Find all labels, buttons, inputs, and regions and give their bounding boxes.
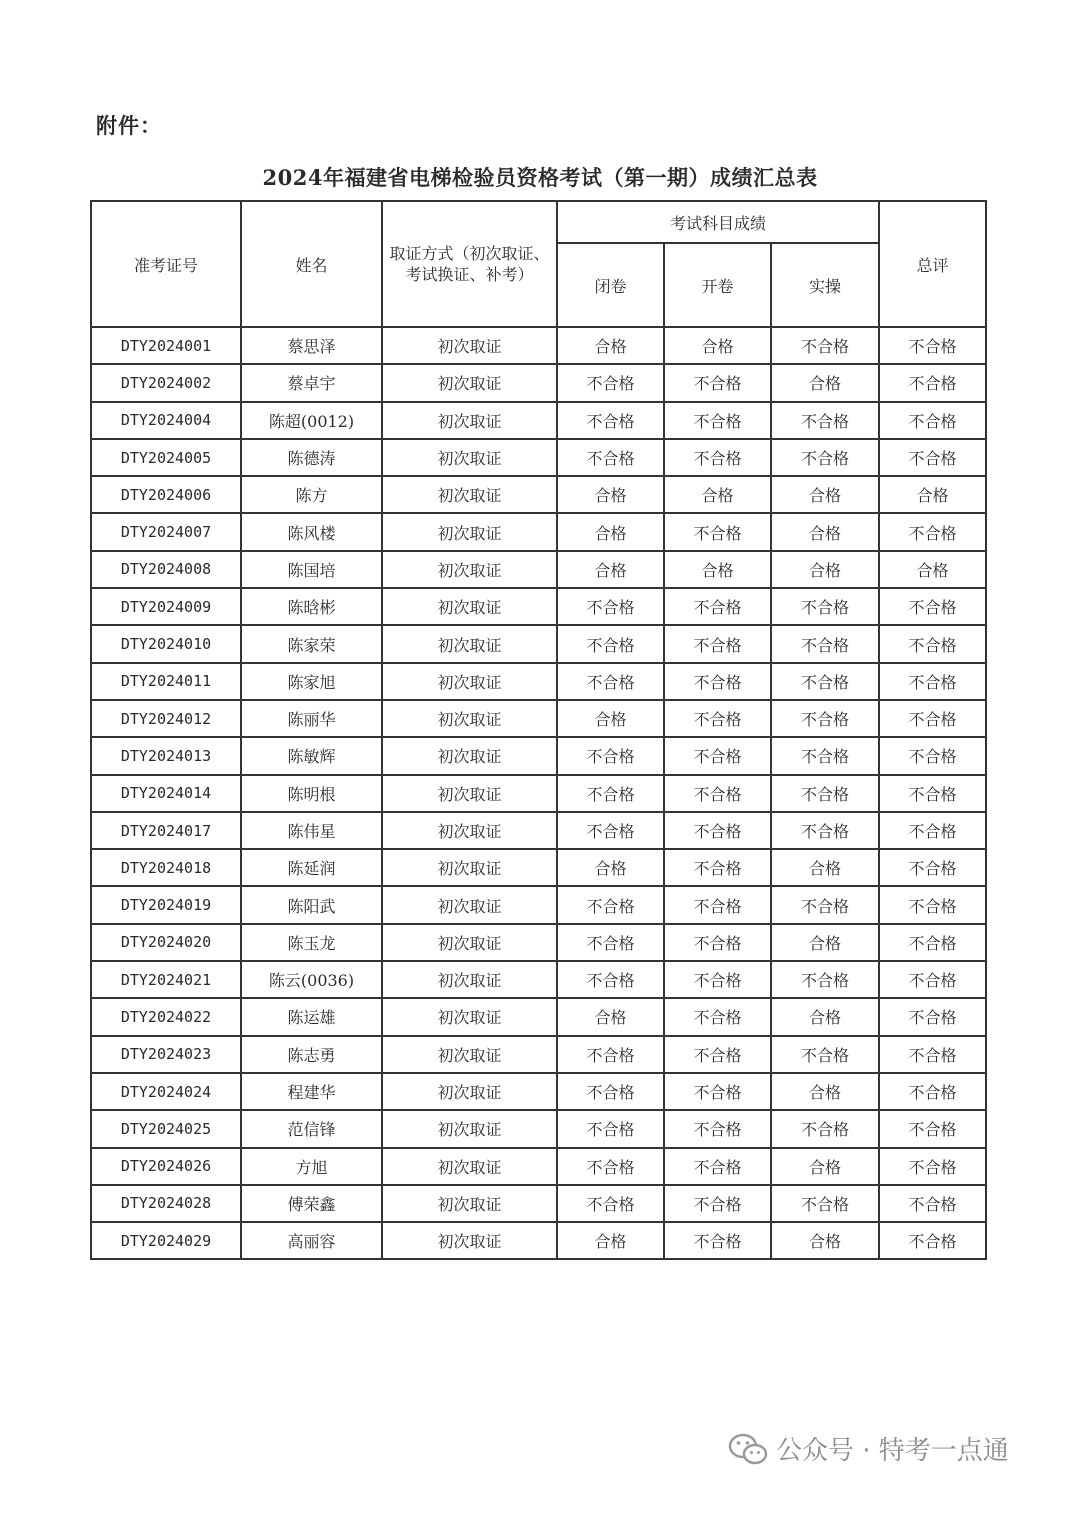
exam-id-cell: DTY2024014 xyxy=(91,775,241,812)
practical-score: 合格 xyxy=(771,364,879,401)
overall-result: 不合格 xyxy=(879,849,986,886)
overall-result: 不合格 xyxy=(879,1073,986,1110)
exam-id-cell: DTY2024004 xyxy=(91,402,241,439)
practical-score: 不合格 xyxy=(771,327,879,364)
name-cell: 陈风楼 xyxy=(241,513,382,550)
exam-id-cell: DTY2024025 xyxy=(91,1110,241,1147)
overall-result: 不合格 xyxy=(879,1148,986,1185)
exam-id-cell: DTY2024013 xyxy=(91,737,241,774)
exam-id-cell: DTY2024005 xyxy=(91,439,241,476)
closed-book-score: 合格 xyxy=(557,513,664,550)
method-cell: 初次取证 xyxy=(382,588,557,625)
exam-id-cell: DTY2024022 xyxy=(91,998,241,1035)
name-cell: 蔡思泽 xyxy=(241,327,382,364)
table-row xyxy=(91,513,986,550)
practical-score: 合格 xyxy=(771,998,879,1035)
table-row xyxy=(91,1148,986,1185)
exam-id-cell: DTY2024028 xyxy=(91,1185,241,1222)
method-cell: 初次取证 xyxy=(382,1222,557,1259)
practical-score: 不合格 xyxy=(771,737,879,774)
wechat-icon xyxy=(728,1432,768,1466)
closed-book-score: 不合格 xyxy=(557,924,664,961)
table-row xyxy=(91,1185,986,1222)
exam-id-cell: DTY2024029 xyxy=(91,1222,241,1259)
exam-id-cell: DTY2024010 xyxy=(91,625,241,662)
overall-result: 不合格 xyxy=(879,737,986,774)
open-book-score: 不合格 xyxy=(664,737,771,774)
open-book-score: 不合格 xyxy=(664,625,771,662)
method-cell: 初次取证 xyxy=(382,663,557,700)
closed-book-score: 合格 xyxy=(557,998,664,1035)
method-cell: 初次取证 xyxy=(382,476,557,513)
open-book-score: 不合格 xyxy=(664,1148,771,1185)
closed-book-score: 不合格 xyxy=(557,364,664,401)
name-cell: 高丽容 xyxy=(241,1222,382,1259)
overall-result: 不合格 xyxy=(879,663,986,700)
table-row xyxy=(91,961,986,998)
method-cell: 初次取证 xyxy=(382,737,557,774)
watermark xyxy=(728,1430,1009,1467)
method-cell: 初次取证 xyxy=(382,1036,557,1073)
method-cell: 初次取证 xyxy=(382,364,557,401)
exam-id-cell: DTY2024001 xyxy=(91,327,241,364)
method-cell: 初次取证 xyxy=(382,812,557,849)
name-cell: 傅荣鑫 xyxy=(241,1185,382,1222)
closed-book-score: 不合格 xyxy=(557,812,664,849)
name-cell: 蔡卓宇 xyxy=(241,364,382,401)
name-cell: 陈家旭 xyxy=(241,663,382,700)
name-cell: 陈超(0012) xyxy=(241,402,382,439)
practical-score: 不合格 xyxy=(771,625,879,662)
practical-score: 不合格 xyxy=(771,700,879,737)
practical-score: 不合格 xyxy=(771,812,879,849)
practical-score: 不合格 xyxy=(771,886,879,923)
open-book-score: 合格 xyxy=(664,476,771,513)
method-cell: 初次取证 xyxy=(382,700,557,737)
open-book-score: 不合格 xyxy=(664,886,771,923)
overall-result: 不合格 xyxy=(879,886,986,923)
closed-book-score: 不合格 xyxy=(557,1148,664,1185)
name-cell: 方旭 xyxy=(241,1148,382,1185)
practical-score: 合格 xyxy=(771,1222,879,1259)
name-cell: 陈运雄 xyxy=(241,998,382,1035)
table-row xyxy=(91,364,986,401)
practical-score: 合格 xyxy=(771,1148,879,1185)
overall-result: 不合格 xyxy=(879,961,986,998)
method-cell: 初次取证 xyxy=(382,1148,557,1185)
practical-score: 合格 xyxy=(771,1073,879,1110)
method-cell: 初次取证 xyxy=(382,849,557,886)
practical-score: 不合格 xyxy=(771,1185,879,1222)
practical-score: 不合格 xyxy=(771,588,879,625)
method-cell: 初次取证 xyxy=(382,775,557,812)
practical-score: 不合格 xyxy=(771,1036,879,1073)
table-row xyxy=(91,812,986,849)
overall-result: 不合格 xyxy=(879,402,986,439)
attachment-label: 附件： xyxy=(96,113,162,138)
exam-id-cell: DTY2024021 xyxy=(91,961,241,998)
overall-result: 不合格 xyxy=(879,1222,986,1259)
open-book-score: 合格 xyxy=(664,327,771,364)
method-cell: 初次取证 xyxy=(382,551,557,588)
open-book-score: 合格 xyxy=(664,551,771,588)
practical-score: 合格 xyxy=(771,551,879,588)
table-row xyxy=(91,402,986,439)
open-book-score: 不合格 xyxy=(664,961,771,998)
exam-id-cell: DTY2024012 xyxy=(91,700,241,737)
closed-book-score: 合格 xyxy=(557,700,664,737)
exam-id-cell: DTY2024009 xyxy=(91,588,241,625)
open-book-score: 不合格 xyxy=(664,924,771,961)
overall-result: 合格 xyxy=(879,551,986,588)
open-book-score: 不合格 xyxy=(664,588,771,625)
method-cell: 初次取证 xyxy=(382,998,557,1035)
table-row xyxy=(91,849,986,886)
closed-book-score: 不合格 xyxy=(557,1073,664,1110)
name-cell: 陈晗彬 xyxy=(241,588,382,625)
exam-id-cell: DTY2024006 xyxy=(91,476,241,513)
closed-book-score: 合格 xyxy=(557,476,664,513)
name-cell: 陈丽华 xyxy=(241,700,382,737)
name-cell: 程建华 xyxy=(241,1073,382,1110)
overall-result: 不合格 xyxy=(879,1185,986,1222)
table-row xyxy=(91,1110,986,1147)
table-row xyxy=(91,439,986,476)
open-book-score: 不合格 xyxy=(664,1222,771,1259)
overall-result: 不合格 xyxy=(879,812,986,849)
open-book-score: 不合格 xyxy=(664,402,771,439)
method-cell: 初次取证 xyxy=(382,625,557,662)
practical-score: 不合格 xyxy=(771,663,879,700)
open-book-score: 不合格 xyxy=(664,1036,771,1073)
closed-book-score: 不合格 xyxy=(557,439,664,476)
exam-id-cell: DTY2024018 xyxy=(91,849,241,886)
closed-book-score: 不合格 xyxy=(557,588,664,625)
name-cell: 陈家荣 xyxy=(241,625,382,662)
closed-book-score: 合格 xyxy=(557,849,664,886)
overall-result: 合格 xyxy=(879,476,986,513)
table-row xyxy=(91,625,986,662)
method-cell: 初次取证 xyxy=(382,961,557,998)
exam-id-cell: DTY2024020 xyxy=(91,924,241,961)
overall-result: 不合格 xyxy=(879,439,986,476)
exam-id-cell: DTY2024019 xyxy=(91,886,241,923)
exam-id-cell: DTY2024024 xyxy=(91,1073,241,1110)
open-book-score: 不合格 xyxy=(664,1110,771,1147)
exam-id-cell: DTY2024017 xyxy=(91,812,241,849)
practical-score: 合格 xyxy=(771,476,879,513)
score-table xyxy=(90,200,987,1260)
overall-result: 不合格 xyxy=(879,924,986,961)
table-row xyxy=(91,998,986,1035)
closed-book-score: 合格 xyxy=(557,551,664,588)
practical-score: 不合格 xyxy=(771,1110,879,1147)
open-book-score: 不合格 xyxy=(664,700,771,737)
table-row xyxy=(91,327,986,364)
table-row xyxy=(91,886,986,923)
name-cell: 陈德涛 xyxy=(241,439,382,476)
name-cell: 陈云(0036) xyxy=(241,961,382,998)
name-cell: 陈玉龙 xyxy=(241,924,382,961)
method-cell: 初次取证 xyxy=(382,439,557,476)
open-book-score: 不合格 xyxy=(664,1073,771,1110)
closed-book-score: 不合格 xyxy=(557,625,664,662)
name-cell: 范信锋 xyxy=(241,1110,382,1147)
open-book-score: 不合格 xyxy=(664,849,771,886)
open-book-score: 不合格 xyxy=(664,439,771,476)
overall-result: 不合格 xyxy=(879,998,986,1035)
method-cell: 初次取证 xyxy=(382,1185,557,1222)
practical-score: 合格 xyxy=(771,924,879,961)
header-method: 取证方式（初次取证、考试换证、补考） xyxy=(382,201,557,327)
name-cell: 陈敏辉 xyxy=(241,737,382,774)
name-cell: 陈阳武 xyxy=(241,886,382,923)
name-cell: 陈明根 xyxy=(241,775,382,812)
name-cell: 陈国培 xyxy=(241,551,382,588)
overall-result: 不合格 xyxy=(879,327,986,364)
overall-result: 不合格 xyxy=(879,775,986,812)
practical-score: 合格 xyxy=(771,513,879,550)
overall-result: 不合格 xyxy=(879,625,986,662)
closed-book-score: 合格 xyxy=(557,1222,664,1259)
table-row xyxy=(91,1222,986,1259)
table-row xyxy=(91,588,986,625)
method-cell: 初次取证 xyxy=(382,924,557,961)
overall-result: 不合格 xyxy=(879,364,986,401)
table-row xyxy=(91,1036,986,1073)
name-cell: 陈延润 xyxy=(241,849,382,886)
exam-id-cell: DTY2024011 xyxy=(91,663,241,700)
closed-book-score: 不合格 xyxy=(557,886,664,923)
closed-book-score: 不合格 xyxy=(557,961,664,998)
table-row xyxy=(91,476,986,513)
open-book-score: 不合格 xyxy=(664,663,771,700)
open-book-score: 不合格 xyxy=(664,998,771,1035)
overall-result: 不合格 xyxy=(879,1110,986,1147)
practical-score: 不合格 xyxy=(771,775,879,812)
header-overall: 总评 xyxy=(879,201,986,327)
closed-book-score: 不合格 xyxy=(557,737,664,774)
header-open-book: 开卷 xyxy=(664,243,771,327)
open-book-score: 不合格 xyxy=(664,812,771,849)
closed-book-score: 合格 xyxy=(557,327,664,364)
closed-book-score: 不合格 xyxy=(557,1036,664,1073)
table-row xyxy=(91,551,986,588)
name-cell: 陈伟星 xyxy=(241,812,382,849)
header-closed-book: 闭卷 xyxy=(557,243,664,327)
table-row xyxy=(91,924,986,961)
watermark-text: 公众号 · 特考一点通 xyxy=(776,1436,1009,1466)
closed-book-score: 不合格 xyxy=(557,663,664,700)
name-cell: 陈方 xyxy=(241,476,382,513)
exam-id-cell: DTY2024026 xyxy=(91,1148,241,1185)
closed-book-score: 不合格 xyxy=(557,775,664,812)
page-title: 2024年福建省电梯检验员资格考试（第一期）成绩汇总表 xyxy=(262,165,818,190)
method-cell: 初次取证 xyxy=(382,327,557,364)
practical-score: 不合格 xyxy=(771,402,879,439)
method-cell: 初次取证 xyxy=(382,402,557,439)
closed-book-score: 不合格 xyxy=(557,1185,664,1222)
overall-result: 不合格 xyxy=(879,513,986,550)
practical-score: 不合格 xyxy=(771,961,879,998)
method-cell: 初次取证 xyxy=(382,1073,557,1110)
overall-result: 不合格 xyxy=(879,1036,986,1073)
method-cell: 初次取证 xyxy=(382,513,557,550)
open-book-score: 不合格 xyxy=(664,1185,771,1222)
header-subjects-group: 考试科目成绩 xyxy=(557,201,879,243)
name-cell: 陈志勇 xyxy=(241,1036,382,1073)
open-book-score: 不合格 xyxy=(664,364,771,401)
header-name: 姓名 xyxy=(241,201,382,327)
overall-result: 不合格 xyxy=(879,588,986,625)
overall-result: 不合格 xyxy=(879,700,986,737)
exam-id-cell: DTY2024008 xyxy=(91,551,241,588)
practical-score: 不合格 xyxy=(771,439,879,476)
table-row xyxy=(91,700,986,737)
table-row xyxy=(91,1073,986,1110)
open-book-score: 不合格 xyxy=(664,513,771,550)
header-exam-id: 准考证号 xyxy=(91,201,241,327)
method-cell: 初次取证 xyxy=(382,886,557,923)
method-cell: 初次取证 xyxy=(382,1110,557,1147)
closed-book-score: 不合格 xyxy=(557,1110,664,1147)
closed-book-score: 不合格 xyxy=(557,402,664,439)
open-book-score: 不合格 xyxy=(664,775,771,812)
table-row xyxy=(91,737,986,774)
exam-id-cell: DTY2024002 xyxy=(91,364,241,401)
practical-score: 合格 xyxy=(771,849,879,886)
table-row xyxy=(91,775,986,812)
exam-id-cell: DTY2024007 xyxy=(91,513,241,550)
exam-id-cell: DTY2024023 xyxy=(91,1036,241,1073)
table-row xyxy=(91,663,986,700)
header-practical: 实操 xyxy=(771,243,879,327)
